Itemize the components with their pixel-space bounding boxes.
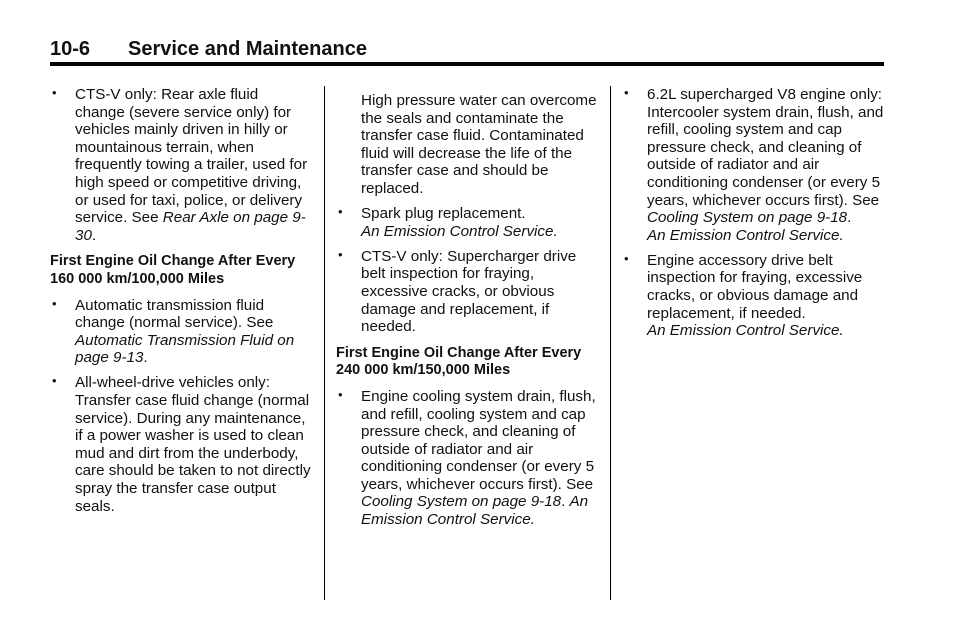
bullet: • [52,295,57,311]
page-number: 10-6 [50,38,91,60]
item-text: Automatic transmission fluid change (normal service). See [75,296,274,332]
section-title: Service and Maintenance [128,38,367,60]
schedule-subheading: First Engine Oil Change After Every 240 000 km/150,000 Miles [336,344,582,379]
item-text: Engine cooling system drain, flush, and refill, cooling system and cap pressure check, and cleaning of outside of radiator and air conditioning condenser (or every 5 years, whichever occurs first). See [361,387,596,493]
service-reference: An Emission Control Service. [361,493,589,529]
bullet: • [52,373,57,389]
list-item [622,86,884,244]
list-item [336,388,598,529]
column-1 [50,86,312,523]
column-2 [336,86,598,536]
item-end: . [847,209,852,227]
service-reference: An Emission Control Service. [647,322,844,340]
page-reference: Cooling System on page 9-18 [647,209,848,227]
bullet: • [338,386,343,402]
header-rule [50,62,884,66]
bullet: • [624,85,629,100]
column-3 [622,86,884,347]
item-text: Spark plug replacement. [361,205,526,223]
service-reference: An Emission Control Service. [361,222,558,240]
list-item [336,248,598,336]
list-item [50,374,312,515]
item-text: Engine accessory drive belt inspection for fraying, excessive cracks, or obvious damage and replacement, if needed. [647,251,863,322]
item-text: CTS-V only: Supercharger drive belt inspection for fraying, excessive cracks, or obvious damage and replacement, if needed. [361,247,577,336]
list-item [50,297,312,367]
item-end: . [143,349,148,367]
item-text: CTS-V only: Rear axle fluid change (severe service only) for vehicles mainly driven in hilly or mountainous terrain, when frequently towing a trailer, used for high speed or competitive driving, or used for taxi, police, or delivery service. See [75,86,308,227]
column-divider-2 [610,86,611,600]
bullet: • [338,204,343,220]
page-reference: Rear Axle on page 9-30 [75,209,306,244]
page-reference: Automatic Transmission Fluid on page 9-13 [75,331,295,367]
bullet: • [624,250,629,266]
page-reference: Cooling System on page 9-18 [361,493,562,511]
column-divider-1 [324,86,325,600]
list-item [50,86,312,244]
item-text: All-wheel-drive vehicles only: Transfer case fluid change (normal service). During any maintenance, if a power washer is used to clean mud and dirt from the underbody, care should be taken to not directly spray the transfer case output seals. [75,374,311,515]
schedule-subheading: First Engine Oil Change After Every 160 000 km/100,000 Miles [50,253,296,287]
item-text: 6.2L supercharged V8 engine only: Intercooler system drain, flush, and refill, cooling system and cap pressure check, and cleaning of outside of radiator and air conditioning condenser (or every 5 years, whichever occurs first). See [647,86,884,209]
continued-text: High pressure water can overcome the seals and contaminate the transfer case fluid. Contaminated fluid will decrease the life of the transfer case and should be replaced. [361,92,597,197]
list-item [622,252,884,340]
service-reference: An Emission Control Service. [647,226,844,244]
list-item [336,205,598,240]
bullet: • [52,85,57,100]
item-end: . [91,226,97,244]
item-end: . [561,493,570,511]
bullet: • [338,246,343,262]
